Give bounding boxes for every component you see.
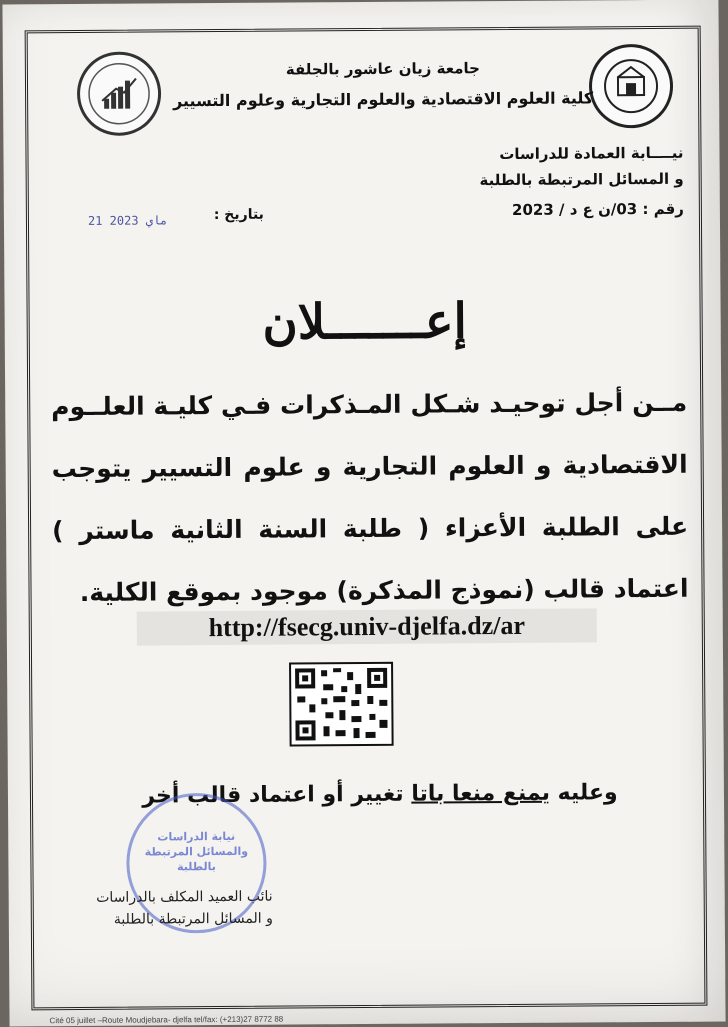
paper-sheet [2, 0, 725, 1026]
announcement-title: إعـــــــلان [262, 293, 468, 351]
university-logo [589, 44, 674, 129]
signatory-line-1: نائب العميد المكلف بالدراسات [96, 888, 273, 906]
deanery-line-1: نيــــابة العمادة للدراسات [499, 143, 684, 164]
faculty-logo-graphic [80, 54, 159, 133]
university-name: جامعة زيان عاشور بالجلفة [285, 59, 480, 79]
notice-emphasis: يمنع منعا باتا [411, 780, 551, 807]
deanery-line-2: و المسائل المرتبطة بالطلبة [479, 169, 684, 190]
signatory-line-2: و المسائل المرتبطة بالطلبة [113, 910, 273, 928]
footer-address: Cité 05 juillet –Route Moudjebara- djelfa tel/fax: (+213)27 8772 88 [49, 1014, 284, 1026]
notice-prefix: وعليه [549, 780, 618, 806]
qr-code-graphic [291, 664, 392, 745]
reference-number: رقم : 03/ن ع د / 2023 [511, 199, 684, 219]
stamp-text: نيابة الدراسات والمسائل المرتبطة بالطلبة [144, 829, 249, 874]
notice-suffix: تغيير أو اعتماد قالب أخر [142, 781, 412, 809]
faculty-name: كلية العلوم الاقتصادية والعلوم التجارية وعلوم التسيير [172, 88, 594, 111]
faculty-website-link[interactable]: http://fsecg.univ-djelfa.dz/ar [137, 608, 597, 645]
date-value: 21 ماي 2023 [87, 213, 168, 228]
faculty-logo [77, 51, 162, 136]
university-logo-graphic [592, 47, 671, 126]
announcement-body: مــن أجل توحيـد شـكل المـذكرات فـي كليـة العلــوم الاقتصادية و العلوم التجارية و علوم التسيير يتوجب على الطلبة الأعزاء ( طلبة السنة الثانية ماستر ) اعتماد قالب (نموذج المذكرة) موجود بموقع الكلية. [51, 387, 689, 607]
date-label: بتاريخ : [213, 206, 264, 224]
qr-code [289, 662, 394, 747]
